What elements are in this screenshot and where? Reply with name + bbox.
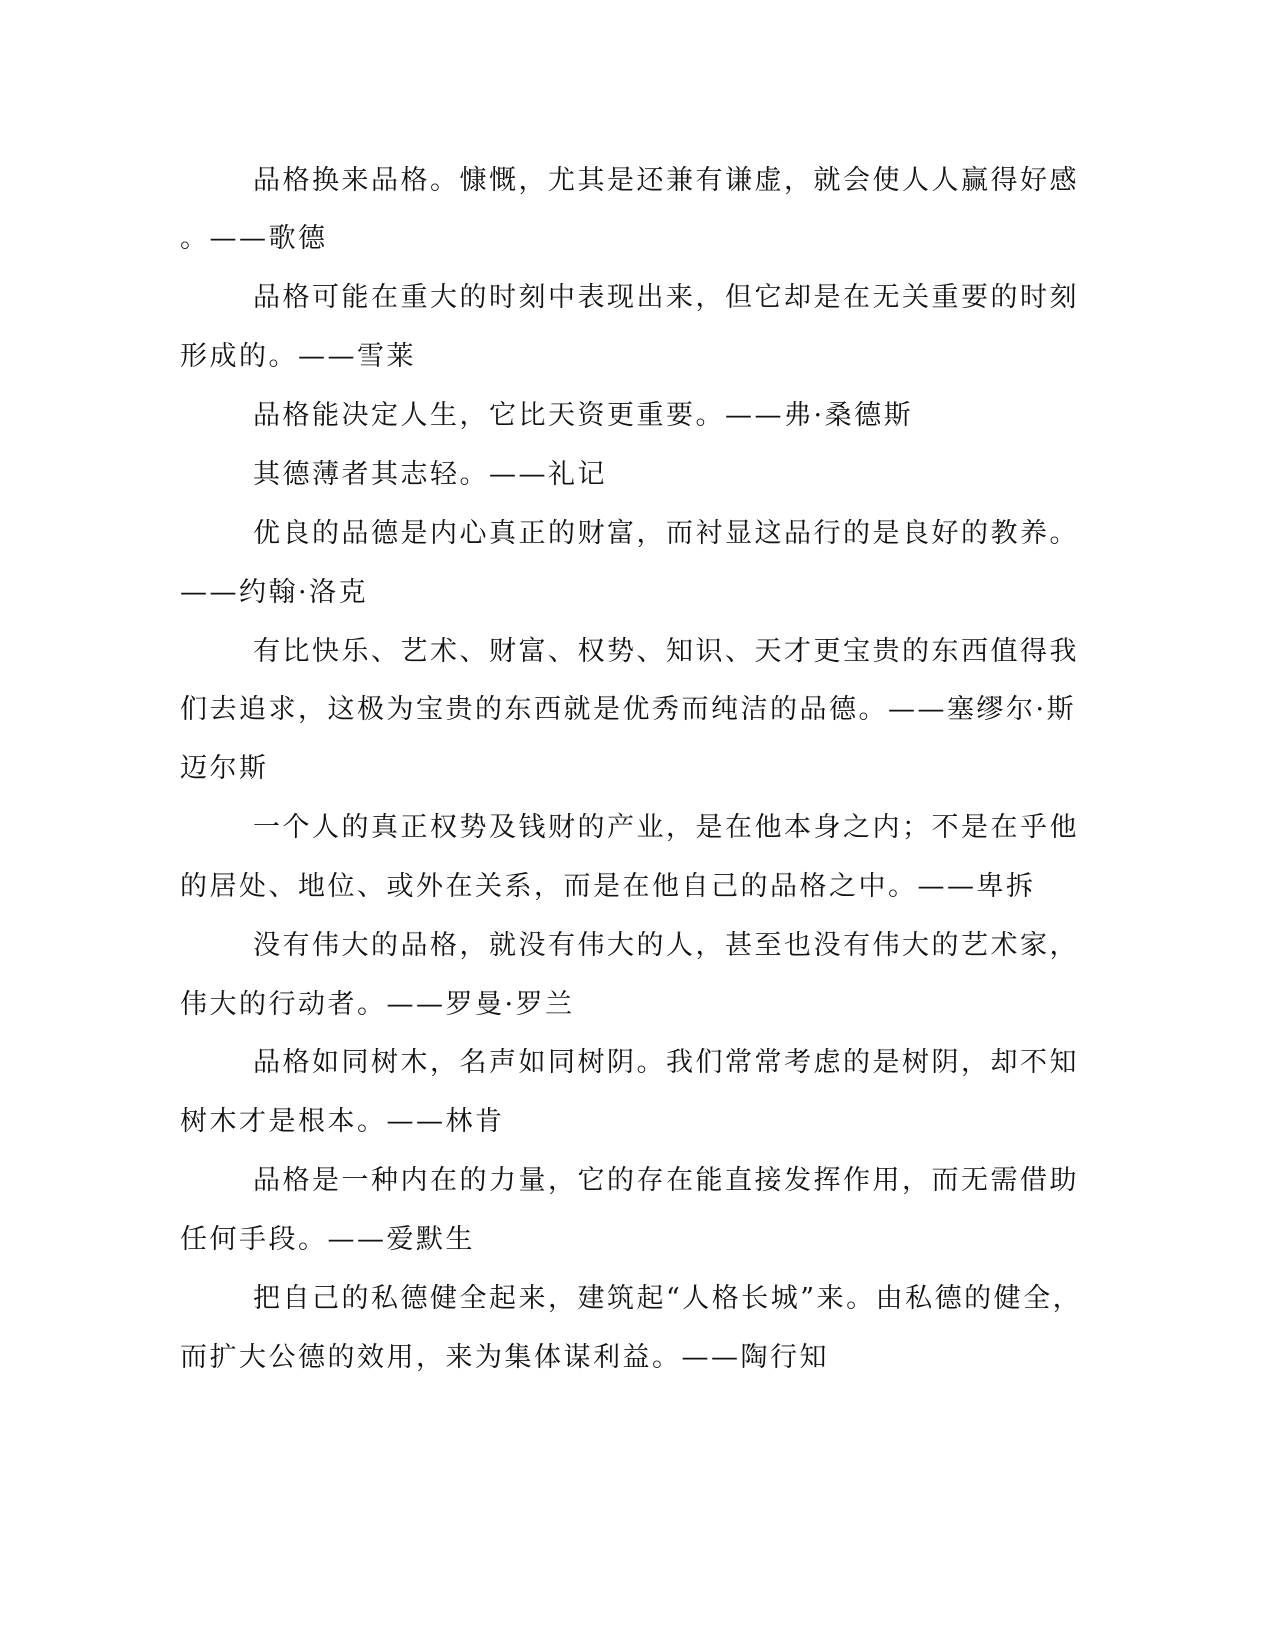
text-line: 形成的。——雪莱 — [180, 341, 416, 372]
text-line: ——约翰·洛克 — [180, 577, 369, 608]
text-line: 品格是一种内在的力量，它的存在能直接发挥作用，而无需借助 — [253, 1165, 1079, 1196]
text-line: 迈尔斯 — [180, 753, 269, 784]
text-line: 其德薄者其志轻。——礼记 — [253, 459, 607, 490]
text-line: 品格能决定人生，它比天资更重要。——弗·桑德斯 — [253, 400, 914, 431]
text-line: 树木才是根本。——林肯 — [180, 1106, 505, 1137]
text-line: 有比快乐、艺术、财富、权势、知识、天才更宝贵的东西值得我 — [253, 636, 1079, 667]
text-line: 一个人的真正权势及钱财的产业，是在他本身之内；不是在乎他 — [253, 812, 1079, 843]
text-line: 们去追求，这极为宝贵的东西就是优秀而纯洁的品德。——塞缪尔·斯 — [180, 694, 1077, 725]
text-line: 。——歌德 — [180, 223, 328, 254]
text-line: 把自己的私德健全起来，建筑起“人格长城”来。由私德的健全， — [253, 1283, 1083, 1314]
text-line: 优良的品德是内心真正的财富，而衬显这品行的是良好的教养。 — [253, 518, 1079, 549]
text-line: 伟大的行动者。——罗曼·罗兰 — [180, 989, 575, 1020]
text-line: 品格如同树木，名声如同树阴。我们常常考虑的是树阴，却不知 — [253, 1047, 1079, 1078]
text-line: 的居处、地位、或外在关系，而是在他自己的品格之中。——卑拆 — [180, 871, 1036, 902]
text-line: 品格换来品格。慷慨，尤其是还兼有谦虚，就会使人人赢得好感 — [253, 165, 1079, 196]
text-line: 没有伟大的品格，就没有伟大的人，甚至也没有伟大的艺术家， — [253, 930, 1079, 961]
text-line: 品格可能在重大的时刻中表现出来，但它却是在无关重要的时刻 — [253, 282, 1079, 313]
text-line: 任何手段。——爱默生 — [180, 1224, 475, 1255]
text-line: 而扩大公德的效用，来为集体谋利益。——陶行知 — [180, 1342, 829, 1373]
